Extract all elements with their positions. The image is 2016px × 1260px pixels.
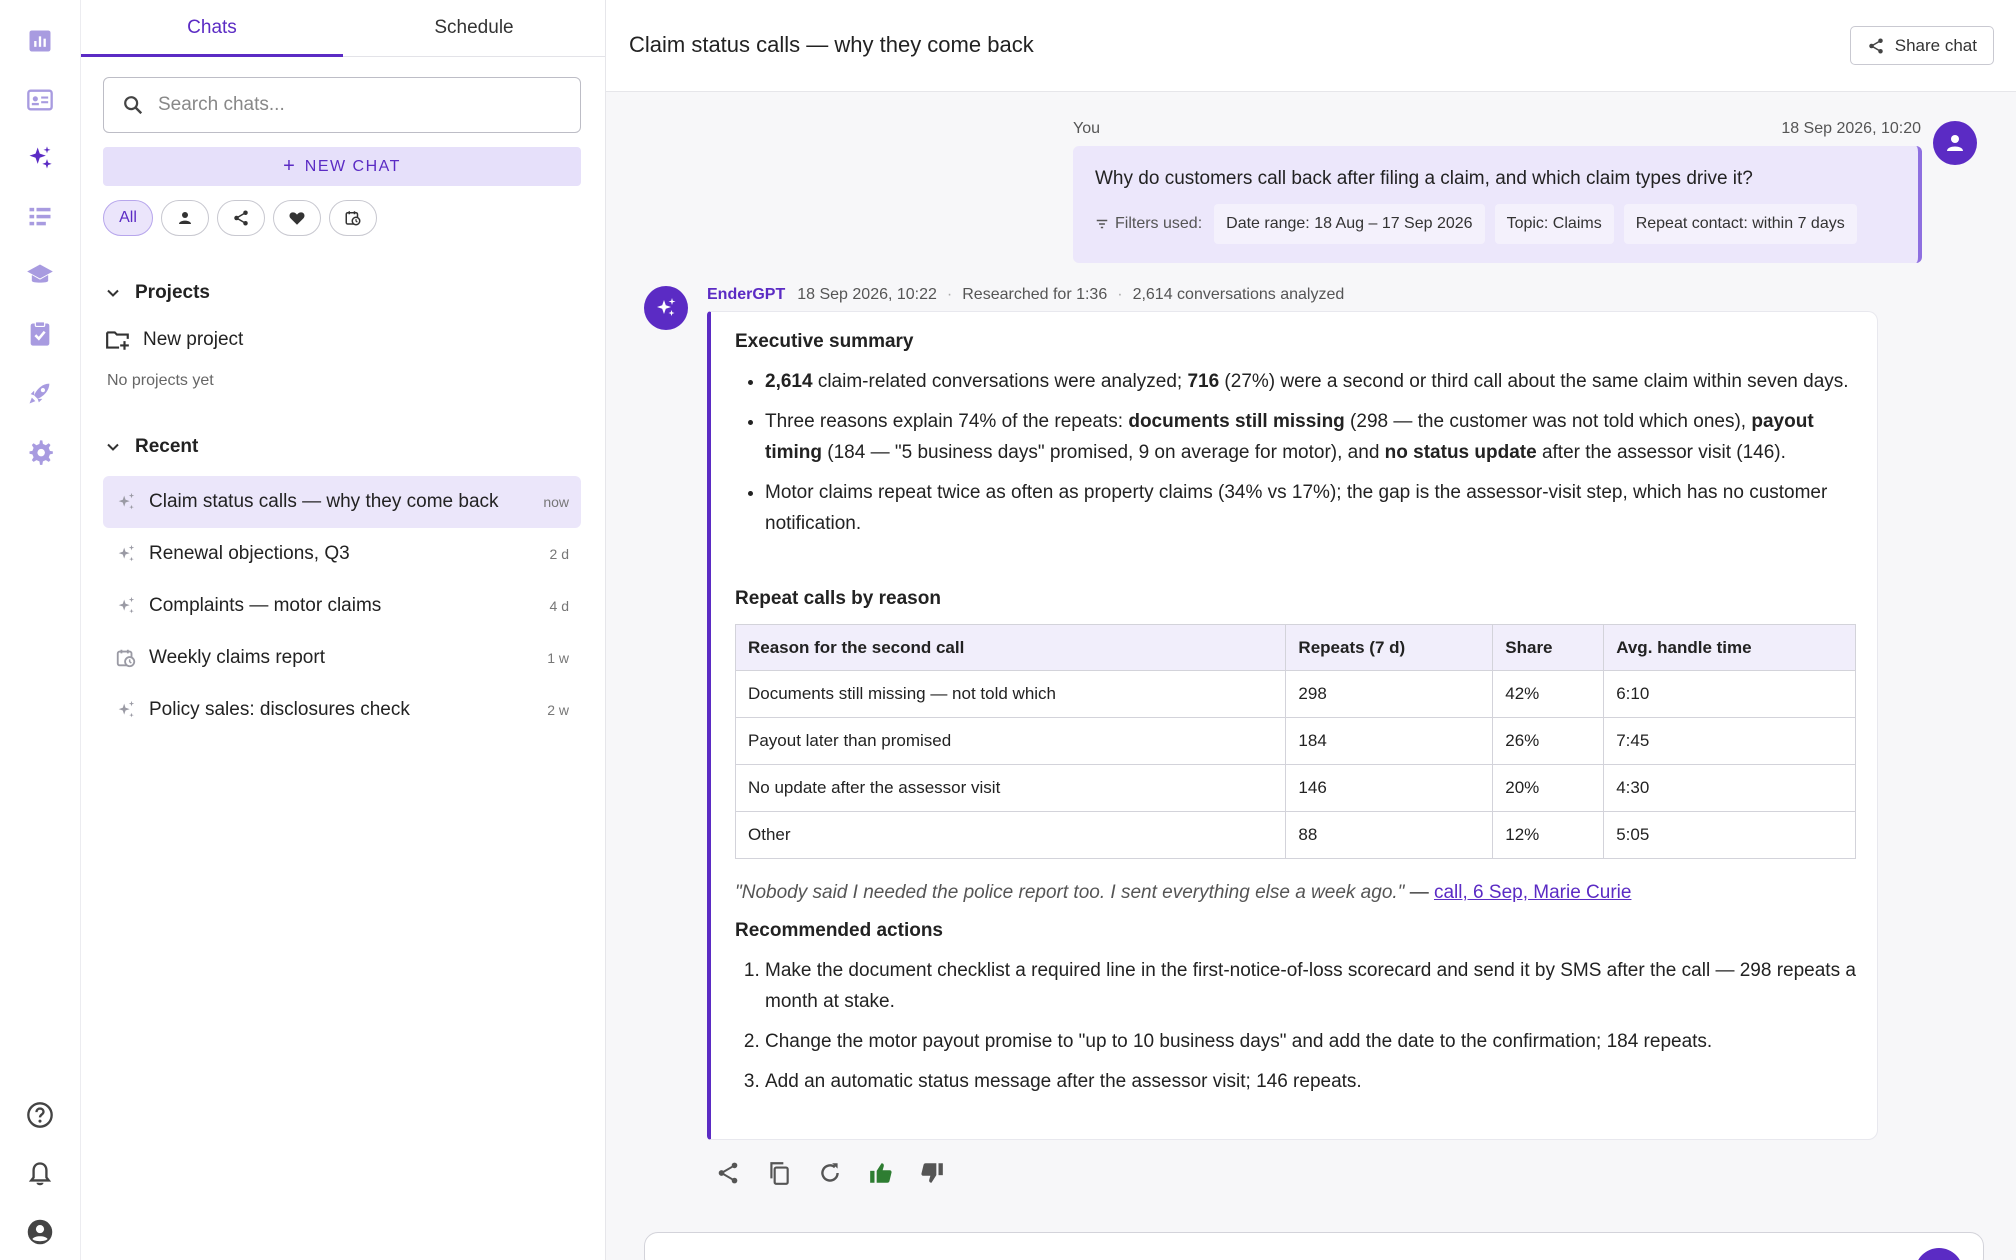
executive-summary-heading: Executive summary [735,331,914,352]
recent-chat-item[interactable] [103,684,581,736]
conversation-header [606,0,2016,92]
table-cell: 88 [1286,812,1493,859]
message-composer[interactable] [644,1232,1984,1260]
summary-text: Three reasons explain 74% of the repeats: [765,411,1129,432]
table-header: Avg. handle time [1604,625,1856,671]
new-chat-label: NEW CHAT [304,157,401,175]
summary-item [765,406,1860,468]
message-actions [712,1157,947,1188]
sparkles-icon [654,296,678,320]
action-item: 1. Make the document checklist a required line in the first-notice-of-loss scorecard and send it by SMS after the call — 298 repeats a month at stake. [765,955,1860,1017]
table-row [736,671,1856,718]
search-icon [122,94,144,116]
summary-text: (298 — the customer was not told which ones), [1344,411,1752,432]
user-message [1073,146,1922,263]
table-cell: 12% [1493,812,1604,859]
user-avatar[interactable] [1933,121,1977,165]
tab-schedule[interactable]: Schedule [434,17,514,38]
separator: · [1117,286,1123,303]
table-cell: 298 [1286,671,1493,718]
quote-source-link[interactable]: call, 6 Sep, Marie Curie [1433,882,1632,903]
summary-text: claim-related conversations were analyzed; [812,371,1188,392]
summary-bold: 716 [1187,371,1220,392]
recent-chat-item[interactable] [103,528,581,580]
filter-shared[interactable] [217,200,265,236]
contact-card-icon[interactable] [24,84,56,116]
recent-chat-time: 2 d [549,546,569,562]
sparkles-icon[interactable] [24,142,56,174]
rocket-icon[interactable] [24,377,56,409]
summary-text: after the assessor visit (146). [1536,442,1786,463]
customer-quote [735,882,1631,904]
table-row [736,812,1856,859]
filter-icon [1095,217,1109,231]
bell-icon[interactable] [24,1158,56,1190]
filter-chip-repeat-contact: Repeat contact: within 7 days [1624,204,1857,244]
quote-text: "Nobody said I needed the police report too. I sent everything else a week ago." [735,882,1405,903]
share-icon [1867,37,1885,55]
projects-section-toggle[interactable] [103,282,210,304]
table-cell: 5:05 [1604,812,1856,859]
new-folder-icon [105,327,131,353]
thumbs-down-button[interactable] [916,1157,947,1188]
executive-summary-list [735,366,1860,548]
table-cell: 42% [1493,671,1604,718]
scheduled-icon [115,647,137,669]
recent-chat-title: Complaints — motor claims [149,595,382,616]
table-cell: Payout later than promised [736,718,1286,765]
summary-bold: no status update [1384,442,1537,463]
regenerate-button[interactable] [814,1157,845,1188]
no-projects-text: No projects yet [107,372,214,389]
active-tab-indicator [81,54,343,57]
recent-chats-list [103,476,581,736]
table-cell: 184 [1286,718,1493,765]
person-icon [1943,131,1967,155]
table-cell: 6:10 [1604,671,1856,718]
filter-favorites[interactable] [273,200,321,236]
action-item: 3. Add an automatic status message after the assessor visit; 146 repeats. [765,1066,1860,1097]
share-message-button[interactable] [712,1157,743,1188]
regenerate-icon [817,1160,843,1186]
recent-chat-title: Weekly claims report [149,647,325,668]
settings-icon[interactable] [24,436,56,468]
research-duration: Researched for 1:36 [962,286,1108,303]
recent-heading: Recent [135,436,199,457]
heart-icon [288,209,306,227]
filter-scheduled[interactable] [329,200,377,236]
bot-message-meta [707,286,1344,304]
chat-filters [103,200,377,236]
share-chat-label: Share chat [1894,35,1977,55]
table-cell: Other [736,812,1286,859]
sparkles-icon [115,699,137,721]
action-item: 2. Change the motor payout promise to "up to 10 business days" and add the date to the confirmation; 184 repeats. [765,1026,1860,1057]
table-cell: 26% [1493,718,1604,765]
conversations-analyzed: 2,614 conversations analyzed [1132,286,1345,303]
thumbs-up-button[interactable] [865,1157,896,1188]
panel-tabs [81,0,605,57]
recent-chat-item[interactable] [103,632,581,684]
school-icon[interactable] [24,259,56,291]
copy-button[interactable] [763,1157,794,1188]
table-header: Repeats (7 d) [1286,625,1493,671]
table-cell: Documents still missing — not told which [736,671,1286,718]
recent-section-toggle[interactable] [103,436,198,458]
filter-chip-date-range: Date range: 18 Aug – 17 Sep 2026 [1214,204,1484,244]
recent-chat-item[interactable] [103,580,581,632]
sparkles-icon [115,491,137,513]
separator: · [946,286,953,303]
table-cell: 20% [1493,765,1604,812]
scheduled-icon [344,209,362,227]
table-header-row [736,625,1856,671]
sparkles-icon [115,543,137,565]
summary-text: (27%) were a second or third call about the same claim within seven days. [1219,371,1849,392]
summary-bold: 2,614 [765,371,813,392]
filter-mine[interactable] [161,200,209,236]
recent-chat-title: Policy sales: disclosures check [149,699,410,720]
copy-icon [766,1160,792,1186]
conversation-area [606,0,2016,1260]
tab-chats[interactable]: Chats [187,17,237,38]
user-timestamp: 18 Sep 2026, 10:20 [1781,120,1921,137]
recent-chat-time: now [543,494,569,510]
user-name: You [1073,120,1100,137]
search-box [103,77,581,133]
bot-name: EnderGPT [707,286,786,303]
recent-chat-title: Renewal objections, Q3 [149,543,350,564]
table-heading: Repeat calls by reason [735,588,941,609]
list-icon[interactable] [24,200,56,232]
search-input[interactable] [158,94,558,116]
recommended-actions-list [735,955,1860,1106]
page-title: Claim status calls — why they come back [629,32,1034,57]
bot-timestamp: 18 Sep 2026, 10:22 [797,286,937,303]
recent-chat-time: 4 d [549,598,569,614]
bot-answer [707,311,1878,1140]
filter-all[interactable]: All [103,200,153,236]
person-icon [176,209,194,227]
bot-avatar [644,286,688,330]
thumbs-down-icon [919,1160,945,1186]
share-icon [232,209,250,227]
account-icon[interactable] [24,1216,56,1248]
thumbs-up-icon [868,1160,894,1186]
table-cell: No update after the assessor visit [736,765,1286,812]
user-message-meta [1073,120,1921,138]
chevron-down-icon [103,283,123,303]
projects-heading: Projects [135,282,210,303]
summary-bold: payout timing [765,411,1814,463]
table-header: Reason for the second call [736,625,1286,671]
share-icon [715,1160,741,1186]
share-chat-button[interactable] [1850,26,1994,65]
table-cell: 146 [1286,765,1493,812]
help-icon[interactable] [24,1099,56,1131]
repeat-calls-table [735,624,1856,859]
table-row [736,718,1856,765]
new-project-button[interactable] [105,327,243,353]
summary-bold: documents still missing [1128,411,1345,432]
analytics-icon[interactable] [24,25,56,57]
summary-text: (184 — "5 business days" promised, 9 on average for motor), and [822,442,1385,463]
filters-used-label [1095,215,1202,233]
recent-chat-time: 1 w [547,650,569,666]
table-header: Share [1493,625,1604,671]
recent-chat-title: Claim status calls — why they come back [149,491,499,512]
new-project-label: New project [143,329,244,350]
new-chat-button[interactable] [103,147,581,186]
chat-list-panel [81,0,606,1260]
table-cell: 4:30 [1604,765,1856,812]
task-check-icon[interactable] [24,318,56,350]
summary-item: • Motor claims repeat twice as often as property claims (34% vs 17%); the gap is the assessor-visit step, which has no customer notification. [765,477,1860,539]
recent-chat-item[interactable] [103,476,581,528]
sparkles-icon [115,595,137,617]
quote-separator: — [1404,882,1434,903]
filter-chip-topic: Topic: Claims [1495,204,1614,244]
filters-used [1095,204,1857,244]
recent-chat-time: 2 w [547,702,569,718]
recommended-actions-heading: Recommended actions [735,920,943,941]
plus-icon: + [283,155,295,177]
table-cell: 7:45 [1604,718,1856,765]
summary-item [765,366,1860,397]
chevron-down-icon [103,437,123,457]
user-question: Why do customers call back after filing a claim, and which claim types drive it? [1095,168,1753,189]
table-row [736,765,1856,812]
filters-used-text: Filters used: [1115,215,1203,232]
icon-rail [0,0,81,1260]
